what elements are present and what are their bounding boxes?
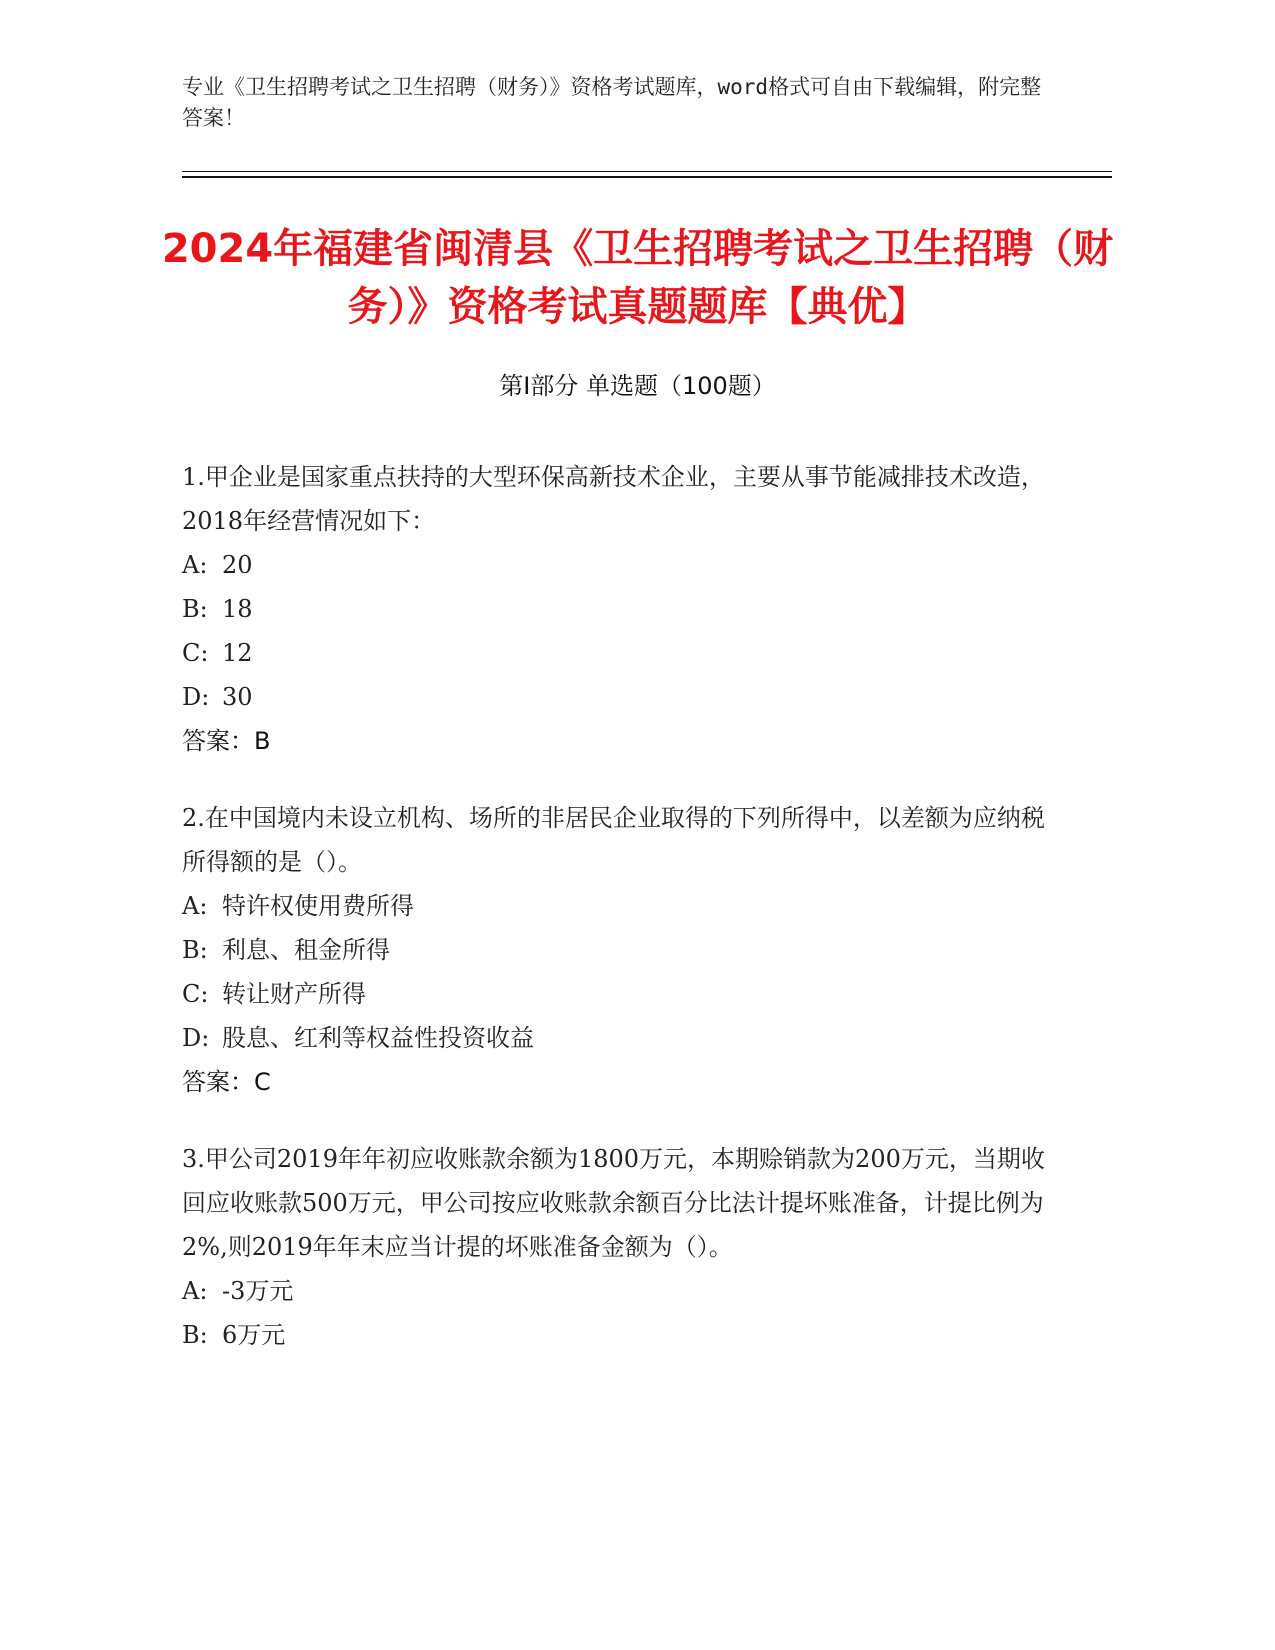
option-d xyxy=(182,675,1062,719)
option-text: 6万元 xyxy=(222,1321,286,1349)
answer: 答案：B xyxy=(182,727,271,755)
question-2 xyxy=(182,796,1062,1104)
section-heading: 第Ⅰ部分 单选题（100题） xyxy=(499,372,776,400)
option-text: -3万元 xyxy=(222,1277,294,1305)
option-label: C: xyxy=(182,980,209,1008)
option-a xyxy=(182,543,1062,587)
document-title: 2024年福建省闽清县《卫生招聘考试之卫生招聘（财务）》资格考试真题题库【典优】 xyxy=(161,226,1114,330)
option-c xyxy=(182,631,1062,675)
option-d xyxy=(182,1016,1062,1060)
option-label: B: xyxy=(182,936,208,964)
option-text: 转让财产所得 xyxy=(222,980,366,1008)
option-label: A: xyxy=(182,1277,208,1305)
option-b xyxy=(182,587,1062,631)
question-3 xyxy=(182,1137,1062,1357)
option-a xyxy=(182,1269,1062,1313)
option-label: D: xyxy=(182,683,210,711)
question-1 xyxy=(182,455,1062,763)
option-text: 利息、租金所得 xyxy=(222,936,390,964)
option-text: 18 xyxy=(222,595,253,623)
header-divider-thin xyxy=(182,171,1112,172)
option-label: B: xyxy=(182,595,208,623)
answer: 答案：C xyxy=(182,1068,271,1096)
option-c xyxy=(182,972,1062,1016)
option-text: 12 xyxy=(222,639,253,667)
option-text: 股息、红利等权益性投资收益 xyxy=(222,1024,534,1052)
header-note: 专业《卫生招聘考试之卫生招聘（财务）》资格考试题库，word格式可自由下载编辑，附完整答案！ xyxy=(182,75,1042,130)
question-list xyxy=(182,455,1062,1390)
option-text: 20 xyxy=(222,551,253,579)
question-stem: 2.在中国境内未设立机构、场所的非居民企业取得的下列所得中，以差额为应纳税所得额的是（）。 xyxy=(182,804,1045,876)
option-label: B: xyxy=(182,1321,208,1349)
option-b xyxy=(182,1313,1062,1357)
question-stem: 3.甲公司2019年年初应收账款余额为1800万元，本期赊销款为200万元，当期收回应收账款500万元，甲公司按应收账款余额百分比法计提坏账准备，计提比例为2%,则2019年年末应当计提的坏账准备金额为（）。 xyxy=(182,1145,1045,1261)
question-stem: 1.甲企业是国家重点扶持的大型环保高新技术企业，主要从事节能减排技术改造，2018年经营情况如下： xyxy=(182,463,1045,535)
header-divider-thick xyxy=(182,176,1112,178)
option-label: A: xyxy=(182,551,208,579)
option-text: 特许权使用费所得 xyxy=(222,892,414,920)
option-text: 30 xyxy=(222,683,253,711)
option-a xyxy=(182,884,1062,928)
option-label: C: xyxy=(182,639,209,667)
option-label: A: xyxy=(182,892,208,920)
option-label: D: xyxy=(182,1024,210,1052)
option-b xyxy=(182,928,1062,972)
